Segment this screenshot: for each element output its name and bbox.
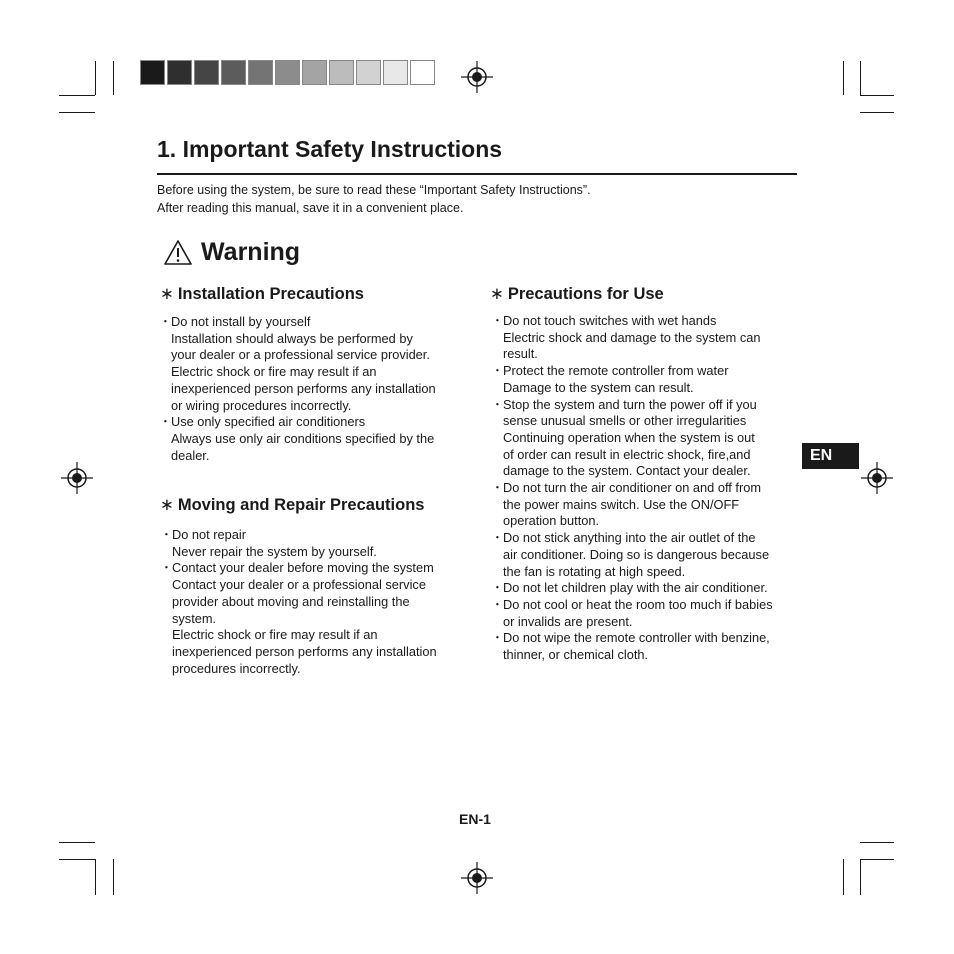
bullet-icon: ・ [160,560,173,576]
list-item [157,314,436,414]
list-item [158,527,437,560]
bullet-icon: ・ [491,596,504,612]
bullet-icon: ・ [491,530,504,546]
installation-heading-text: Installation Precautions [177,285,364,303]
moving-heading-text: Moving and Repair Precautions [177,496,425,514]
use-heading-text: Precautions for Use [507,285,664,303]
list-item-line: result. [503,346,538,362]
intro-line: Before using the system, be sure to read these “Important Safety Instructions”. [157,183,591,197]
bullet-icon: ・ [160,527,173,542]
list-item-line: Do not wipe the remote controller with benzine, [503,630,770,646]
list-item-line: Do not install by yourself [171,314,311,329]
list-item-line: Do not touch switches with wet hands [503,313,717,328]
color-swatch [167,60,192,85]
color-swatch [383,60,408,85]
list-item-line: inexperienced person performs any installation [172,643,437,659]
list-item-line: sense unusual smells or other irregularities [503,413,747,429]
list-item-line: Continuing operation when the system is out [503,429,755,445]
bullet-icon: ・ [491,480,504,496]
moving-heading [160,495,424,515]
list-item-line: of order can result in electric shock, fire,and [503,446,751,462]
language-tab: EN [802,443,859,469]
list-item-line: dealer. [171,447,210,463]
use-heading [490,284,664,304]
intro-text [157,181,591,217]
installation-list [157,314,436,464]
registration-mark-icon [861,462,893,494]
asterisk-icon: ∗ [160,496,174,514]
list-item-line: Electric shock or fire may result if an [171,364,377,380]
list-item-line: system. [172,610,217,626]
list-item-line: Do not turn the air conditioner on and off from [503,480,761,496]
color-calibration-bar [140,60,437,86]
page-number: EN-1 [459,811,491,827]
list-item-line: or wiring procedures incorrectly. [171,397,352,413]
bullet-icon: ・ [491,363,504,379]
warning-label: Warning [201,238,301,266]
color-swatch [248,60,273,85]
list-item-line: procedures incorrectly. [172,660,301,676]
list-item-line: Stop the system and turn the power off if you [503,396,757,412]
list-item-line: the power mains switch. Use the ON/OFF [503,496,740,512]
list-item [157,414,436,464]
bullet-icon: ・ [491,580,504,596]
bullet-icon: ・ [159,414,172,430]
list-item-line: Do not repair [172,527,246,542]
list-item-line: Do not let children play with the air conditioner. [503,580,768,596]
list-item-line: Electric shock or fire may result if an [172,627,378,643]
list-item-line: provider about moving and reinstalling the [172,593,410,609]
list-item [489,597,773,630]
color-swatch [194,60,219,85]
asterisk-icon: ∗ [160,285,174,303]
list-item-line: operation button. [503,513,600,529]
list-item-line: Use only specified air conditioners [171,414,366,430]
list-item [489,530,773,580]
list-item-line: Never repair the system by yourself. [172,543,377,559]
color-swatch [302,60,327,85]
color-swatch [410,60,435,85]
list-item-line: air conditioner. Doing so is dangerous because [503,546,770,562]
color-swatch [221,60,246,85]
color-swatch [140,60,165,85]
list-item [489,313,773,363]
list-item-line: Always use only air conditions specified by the [171,430,435,446]
color-swatch [275,60,300,85]
registration-mark-icon [461,862,493,894]
list-item-line: Contact your dealer or a professional service [172,577,426,593]
list-item-line: thinner, or chemical cloth. [503,647,649,663]
list-item [489,397,773,481]
list-item-line: or invalids are present. [503,613,633,629]
title-divider [157,173,797,175]
bullet-icon: ・ [491,630,504,646]
list-item-line: damage to the system. Contact your dealer. [503,463,751,479]
list-item [489,630,773,663]
list-item-line: your dealer or a professional service provider. [171,347,430,363]
registration-mark-icon [61,462,93,494]
list-item-line: Do not cool or heat the room too much if babies [503,596,773,612]
list-item-line: Contact your dealer before moving the system [172,560,434,576]
list-item [489,480,773,530]
list-item-line: Do not stick anything into the air outlet of the [503,530,756,546]
list-item-line: Damage to the system can result. [503,379,694,395]
list-item [489,363,773,396]
color-swatch [329,60,354,85]
warning-triangle-icon [163,239,193,266]
installation-heading [160,284,364,304]
color-swatch [356,60,381,85]
list-item [489,580,773,597]
bullet-icon: ・ [159,314,172,329]
list-item-line: the fan is rotating at high speed. [503,563,686,579]
intro-line: After reading this manual, save it in a convenient place. [157,201,464,215]
moving-list [158,527,437,677]
list-item [158,560,437,677]
list-item-line: Electric shock and damage to the system can [503,329,761,345]
bullet-icon: ・ [491,396,504,412]
asterisk-icon: ∗ [490,285,504,303]
bullet-icon: ・ [491,313,504,328]
use-list [489,313,773,664]
page-title: 1. Important Safety Instructions [157,136,503,162]
registration-mark-icon [461,61,493,93]
list-item-line: Installation should always be performed by [171,330,413,346]
warning-heading [163,238,300,267]
list-item-line: Protect the remote controller from water [503,363,729,379]
list-item-line: inexperienced person performs any installation [171,380,436,396]
